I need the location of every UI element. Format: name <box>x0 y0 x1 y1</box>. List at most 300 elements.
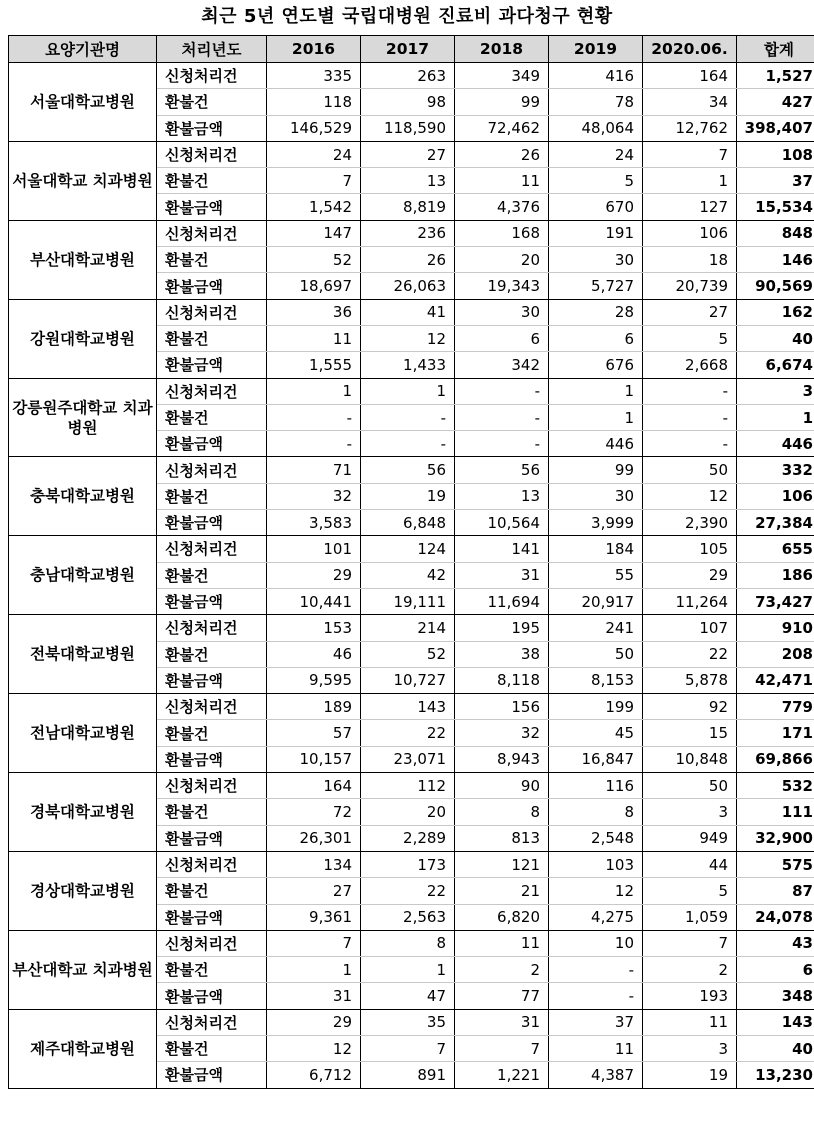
value-cell: 4,376 <box>455 194 549 220</box>
value-cell: 30 <box>549 483 643 509</box>
value-cell: 1,059 <box>643 904 737 930</box>
table-body <box>9 63 814 1089</box>
value-cell: 27 <box>643 299 737 325</box>
value-cell: 5,878 <box>643 667 737 693</box>
value-cell: 11,264 <box>643 588 737 614</box>
total-cell: 6,674 <box>737 352 814 378</box>
value-cell: 11 <box>455 930 549 956</box>
total-cell: 910 <box>737 615 814 641</box>
value-cell: 2,390 <box>643 510 737 536</box>
value-cell: 18,697 <box>267 273 361 299</box>
header-institution: 요양기관명 <box>9 36 157 63</box>
total-cell: 106 <box>737 483 814 509</box>
value-cell: 199 <box>549 694 643 720</box>
value-cell: 141 <box>455 536 549 562</box>
value-cell: 4,275 <box>549 904 643 930</box>
table-row <box>9 220 814 246</box>
category-label: 환불금액 <box>157 825 267 851</box>
value-cell: 22 <box>361 720 455 746</box>
value-cell: 1,555 <box>267 352 361 378</box>
value-cell: 7 <box>455 1035 549 1061</box>
value-cell: 2 <box>455 957 549 983</box>
value-cell: 6,712 <box>267 1062 361 1088</box>
value-cell: 22 <box>643 641 737 667</box>
value-cell: - <box>549 983 643 1009</box>
value-cell: 10,848 <box>643 746 737 772</box>
value-cell: 813 <box>455 825 549 851</box>
table-row <box>9 299 814 325</box>
value-cell: 20 <box>455 247 549 273</box>
value-cell: 50 <box>549 641 643 667</box>
value-cell: 1,221 <box>455 1062 549 1088</box>
value-cell: 42 <box>361 562 455 588</box>
value-cell: 195 <box>455 615 549 641</box>
value-cell: 3 <box>643 1035 737 1061</box>
header-total: 합계 <box>737 36 814 63</box>
value-cell: 45 <box>549 720 643 746</box>
value-cell: 241 <box>549 615 643 641</box>
table-row <box>9 851 814 877</box>
value-cell: 30 <box>455 299 549 325</box>
value-cell: 50 <box>643 457 737 483</box>
value-cell: 19,343 <box>455 273 549 299</box>
value-cell: - <box>643 404 737 430</box>
total-cell: 15,534 <box>737 194 814 220</box>
value-cell: 26,301 <box>267 825 361 851</box>
total-cell: 6 <box>737 957 814 983</box>
institution-name: 부산대학교 치과병원 <box>9 930 157 1009</box>
value-cell: 6 <box>455 325 549 351</box>
value-cell: 27 <box>267 878 361 904</box>
value-cell: 47 <box>361 983 455 1009</box>
total-cell: 655 <box>737 536 814 562</box>
category-label: 신청처리건 <box>157 615 267 641</box>
value-cell: 101 <box>267 536 361 562</box>
value-cell: 52 <box>361 641 455 667</box>
institution-name: 서울대학교 치과병원 <box>9 141 157 220</box>
total-cell: 532 <box>737 773 814 799</box>
value-cell: 31 <box>455 1009 549 1035</box>
value-cell: 12 <box>643 483 737 509</box>
value-cell: 12 <box>361 325 455 351</box>
value-cell: 189 <box>267 694 361 720</box>
institution-name: 강릉원주대학교 치과병원 <box>9 378 157 457</box>
value-cell: 31 <box>267 983 361 1009</box>
total-cell: 1,527 <box>737 63 814 89</box>
value-cell: - <box>361 404 455 430</box>
value-cell: 55 <box>549 562 643 588</box>
value-cell: 446 <box>549 431 643 457</box>
category-label: 환불건 <box>157 878 267 904</box>
category-label: 환불금액 <box>157 510 267 536</box>
value-cell: 8 <box>549 799 643 825</box>
value-cell: 13 <box>361 168 455 194</box>
category-label: 환불금액 <box>157 1062 267 1088</box>
value-cell: 11 <box>643 1009 737 1035</box>
total-cell: 1 <box>737 404 814 430</box>
category-label: 환불금액 <box>157 115 267 141</box>
value-cell: 20,917 <box>549 588 643 614</box>
value-cell: 193 <box>643 983 737 1009</box>
value-cell: 3,583 <box>267 510 361 536</box>
table-row <box>9 694 814 720</box>
value-cell: 11 <box>549 1035 643 1061</box>
category-label: 환불건 <box>157 957 267 983</box>
value-cell: 5 <box>549 168 643 194</box>
value-cell: 24 <box>267 141 361 167</box>
table-row <box>9 536 814 562</box>
value-cell: 107 <box>643 615 737 641</box>
table-row <box>9 615 814 641</box>
value-cell: 99 <box>549 457 643 483</box>
value-cell: 214 <box>361 615 455 641</box>
category-label: 환불금액 <box>157 746 267 772</box>
value-cell: 191 <box>549 220 643 246</box>
value-cell: 29 <box>267 1009 361 1035</box>
header-2017: 2017 <box>361 36 455 63</box>
total-cell: 13,230 <box>737 1062 814 1088</box>
category-label: 신청처리건 <box>157 457 267 483</box>
value-cell: 1 <box>267 957 361 983</box>
value-cell: 173 <box>361 851 455 877</box>
category-label: 신청처리건 <box>157 63 267 89</box>
total-cell: 3 <box>737 378 814 404</box>
value-cell: 19,111 <box>361 588 455 614</box>
value-cell: 19 <box>643 1062 737 1088</box>
value-cell: 24 <box>549 141 643 167</box>
total-cell: 779 <box>737 694 814 720</box>
value-cell: 168 <box>455 220 549 246</box>
value-cell: 37 <box>549 1009 643 1035</box>
header-2016: 2016 <box>267 36 361 63</box>
total-cell: 40 <box>737 1035 814 1061</box>
value-cell: 118 <box>267 89 361 115</box>
value-cell: 20,739 <box>643 273 737 299</box>
value-cell: 124 <box>361 536 455 562</box>
total-cell: 446 <box>737 431 814 457</box>
category-label: 신청처리건 <box>157 851 267 877</box>
category-label: 신청처리건 <box>157 141 267 167</box>
value-cell: - <box>455 404 549 430</box>
value-cell: 5 <box>643 325 737 351</box>
header-row <box>9 36 814 63</box>
value-cell: 18 <box>643 247 737 273</box>
value-cell: 16,847 <box>549 746 643 772</box>
category-label: 신청처리건 <box>157 694 267 720</box>
value-cell: 6,848 <box>361 510 455 536</box>
value-cell: 46 <box>267 641 361 667</box>
header-process-year: 처리년도 <box>157 36 267 63</box>
header-2020-06: 2020.06. <box>643 36 737 63</box>
value-cell: 106 <box>643 220 737 246</box>
value-cell: 72 <box>267 799 361 825</box>
value-cell: 22 <box>361 878 455 904</box>
value-cell: 10,157 <box>267 746 361 772</box>
value-cell: 8 <box>455 799 549 825</box>
value-cell: - <box>267 404 361 430</box>
category-label: 환불건 <box>157 483 267 509</box>
value-cell: 342 <box>455 352 549 378</box>
value-cell: 99 <box>455 89 549 115</box>
value-cell: 146,529 <box>267 115 361 141</box>
category-label: 환불건 <box>157 89 267 115</box>
value-cell: 12,762 <box>643 115 737 141</box>
value-cell: 21 <box>455 878 549 904</box>
institution-name: 제주대학교병원 <box>9 1009 157 1088</box>
value-cell: 156 <box>455 694 549 720</box>
value-cell: 56 <box>361 457 455 483</box>
value-cell: 20 <box>361 799 455 825</box>
category-label: 환불금액 <box>157 983 267 1009</box>
table-row <box>9 378 814 404</box>
category-label: 환불금액 <box>157 588 267 614</box>
value-cell: 6 <box>549 325 643 351</box>
category-label: 환불건 <box>157 562 267 588</box>
value-cell: 26 <box>455 141 549 167</box>
value-cell: 134 <box>267 851 361 877</box>
header-2019: 2019 <box>549 36 643 63</box>
value-cell: 12 <box>267 1035 361 1061</box>
total-cell: 37 <box>737 168 814 194</box>
value-cell: 48,064 <box>549 115 643 141</box>
total-cell: 42,471 <box>737 667 814 693</box>
value-cell: - <box>643 431 737 457</box>
value-cell: 10 <box>549 930 643 956</box>
value-cell: 44 <box>643 851 737 877</box>
total-cell: 332 <box>737 457 814 483</box>
value-cell: 30 <box>549 247 643 273</box>
category-label: 환불금액 <box>157 904 267 930</box>
total-cell: 108 <box>737 141 814 167</box>
value-cell: 2,668 <box>643 352 737 378</box>
value-cell: 153 <box>267 615 361 641</box>
value-cell: 28 <box>549 299 643 325</box>
value-cell: 8,153 <box>549 667 643 693</box>
value-cell: 3 <box>643 799 737 825</box>
value-cell: - <box>549 957 643 983</box>
total-cell: 427 <box>737 89 814 115</box>
value-cell: 949 <box>643 825 737 851</box>
value-cell: 50 <box>643 773 737 799</box>
category-label: 신청처리건 <box>157 220 267 246</box>
value-cell: 90 <box>455 773 549 799</box>
value-cell: 2,548 <box>549 825 643 851</box>
category-label: 신청처리건 <box>157 378 267 404</box>
value-cell: 41 <box>361 299 455 325</box>
value-cell: 335 <box>267 63 361 89</box>
total-cell: 398,407 <box>737 115 814 141</box>
total-cell: 27,384 <box>737 510 814 536</box>
total-cell: 111 <box>737 799 814 825</box>
total-cell: 90,569 <box>737 273 814 299</box>
value-cell: 416 <box>549 63 643 89</box>
value-cell: 164 <box>267 773 361 799</box>
category-label: 환불건 <box>157 720 267 746</box>
value-cell: 349 <box>455 63 549 89</box>
value-cell: 7 <box>267 168 361 194</box>
value-cell: 2,563 <box>361 904 455 930</box>
value-cell: 13 <box>455 483 549 509</box>
value-cell: 32 <box>455 720 549 746</box>
value-cell: 34 <box>643 89 737 115</box>
value-cell: 7 <box>267 930 361 956</box>
value-cell: 72,462 <box>455 115 549 141</box>
institution-name: 전북대학교병원 <box>9 615 157 694</box>
value-cell: 11 <box>455 168 549 194</box>
total-cell: 146 <box>737 247 814 273</box>
category-label: 신청처리건 <box>157 1009 267 1035</box>
total-cell: 848 <box>737 220 814 246</box>
value-cell: 116 <box>549 773 643 799</box>
value-cell: - <box>455 378 549 404</box>
total-cell: 32,900 <box>737 825 814 851</box>
category-label: 환불건 <box>157 247 267 273</box>
value-cell: 1 <box>643 168 737 194</box>
value-cell: 27 <box>361 141 455 167</box>
value-cell: 11,694 <box>455 588 549 614</box>
value-cell: 5 <box>643 878 737 904</box>
total-cell: 73,427 <box>737 588 814 614</box>
value-cell: 78 <box>549 89 643 115</box>
value-cell: 10,727 <box>361 667 455 693</box>
value-cell: 19 <box>361 483 455 509</box>
value-cell: 29 <box>643 562 737 588</box>
value-cell: 26 <box>361 247 455 273</box>
page-title: 최근 5년 연도별 국립대병원 진료비 과다청구 현황 <box>201 6 613 27</box>
category-label: 신청처리건 <box>157 930 267 956</box>
value-cell: 164 <box>643 63 737 89</box>
category-label: 환불건 <box>157 404 267 430</box>
total-cell: 348 <box>737 983 814 1009</box>
value-cell: - <box>455 431 549 457</box>
value-cell: 10,564 <box>455 510 549 536</box>
total-cell: 575 <box>737 851 814 877</box>
value-cell: 56 <box>455 457 549 483</box>
value-cell: 103 <box>549 851 643 877</box>
total-cell: 40 <box>737 325 814 351</box>
value-cell: 38 <box>455 641 549 667</box>
value-cell: 52 <box>267 247 361 273</box>
institution-name: 충북대학교병원 <box>9 457 157 536</box>
value-cell: 670 <box>549 194 643 220</box>
value-cell: 121 <box>455 851 549 877</box>
value-cell: 8,819 <box>361 194 455 220</box>
total-cell: 186 <box>737 562 814 588</box>
value-cell: 6,820 <box>455 904 549 930</box>
category-label: 환불금액 <box>157 194 267 220</box>
table-row <box>9 457 814 483</box>
total-cell: 87 <box>737 878 814 904</box>
table-row <box>9 773 814 799</box>
value-cell: - <box>361 431 455 457</box>
value-cell: 92 <box>643 694 737 720</box>
table-row <box>9 1009 814 1035</box>
category-label: 환불건 <box>157 168 267 194</box>
institution-name: 충남대학교병원 <box>9 536 157 615</box>
value-cell: 4,387 <box>549 1062 643 1088</box>
value-cell: 98 <box>361 89 455 115</box>
value-cell: 1 <box>267 378 361 404</box>
value-cell: 127 <box>643 194 737 220</box>
institution-name: 서울대학교병원 <box>9 63 157 142</box>
value-cell: 3,999 <box>549 510 643 536</box>
total-cell: 143 <box>737 1009 814 1035</box>
value-cell: 36 <box>267 299 361 325</box>
institution-name: 경상대학교병원 <box>9 851 157 930</box>
value-cell: 5,727 <box>549 273 643 299</box>
category-label: 환불건 <box>157 799 267 825</box>
category-label: 신청처리건 <box>157 299 267 325</box>
value-cell: 12 <box>549 878 643 904</box>
value-cell: 1 <box>549 378 643 404</box>
institution-name: 부산대학교병원 <box>9 220 157 299</box>
category-label: 환불건 <box>157 325 267 351</box>
category-label: 환불금액 <box>157 431 267 457</box>
category-label: 환불금액 <box>157 667 267 693</box>
value-cell: 23,071 <box>361 746 455 772</box>
category-label: 신청처리건 <box>157 773 267 799</box>
value-cell: 7 <box>361 1035 455 1061</box>
table-row <box>9 141 814 167</box>
institution-name: 강원대학교병원 <box>9 299 157 378</box>
value-cell: 1 <box>361 957 455 983</box>
value-cell: 8,118 <box>455 667 549 693</box>
category-label: 환불금액 <box>157 352 267 378</box>
value-cell: 29 <box>267 562 361 588</box>
total-cell: 69,866 <box>737 746 814 772</box>
value-cell: - <box>267 431 361 457</box>
total-cell: 162 <box>737 299 814 325</box>
value-cell: 57 <box>267 720 361 746</box>
table-row <box>9 63 814 89</box>
institution-name: 경북대학교병원 <box>9 773 157 852</box>
value-cell: 105 <box>643 536 737 562</box>
overbilling-table <box>8 35 814 1089</box>
value-cell: 143 <box>361 694 455 720</box>
value-cell: 147 <box>267 220 361 246</box>
value-cell: 9,361 <box>267 904 361 930</box>
value-cell: 15 <box>643 720 737 746</box>
value-cell: 1 <box>549 404 643 430</box>
value-cell: 71 <box>267 457 361 483</box>
category-label: 환불금액 <box>157 273 267 299</box>
value-cell: 10,441 <box>267 588 361 614</box>
total-cell: 208 <box>737 641 814 667</box>
value-cell: 263 <box>361 63 455 89</box>
value-cell: 1,433 <box>361 352 455 378</box>
category-label: 환불건 <box>157 1035 267 1061</box>
value-cell: 1 <box>361 378 455 404</box>
value-cell: 32 <box>267 483 361 509</box>
value-cell: 184 <box>549 536 643 562</box>
header-2018: 2018 <box>455 36 549 63</box>
value-cell: 1,542 <box>267 194 361 220</box>
value-cell: 2,289 <box>361 825 455 851</box>
value-cell: 676 <box>549 352 643 378</box>
value-cell: 8 <box>361 930 455 956</box>
value-cell: 77 <box>455 983 549 1009</box>
value-cell: 11 <box>267 325 361 351</box>
value-cell: 35 <box>361 1009 455 1035</box>
category-label: 환불건 <box>157 641 267 667</box>
total-cell: 24,078 <box>737 904 814 930</box>
value-cell: 118,590 <box>361 115 455 141</box>
value-cell: 112 <box>361 773 455 799</box>
value-cell: 8,943 <box>455 746 549 772</box>
value-cell: 9,595 <box>267 667 361 693</box>
value-cell: 26,063 <box>361 273 455 299</box>
category-label: 신청처리건 <box>157 536 267 562</box>
